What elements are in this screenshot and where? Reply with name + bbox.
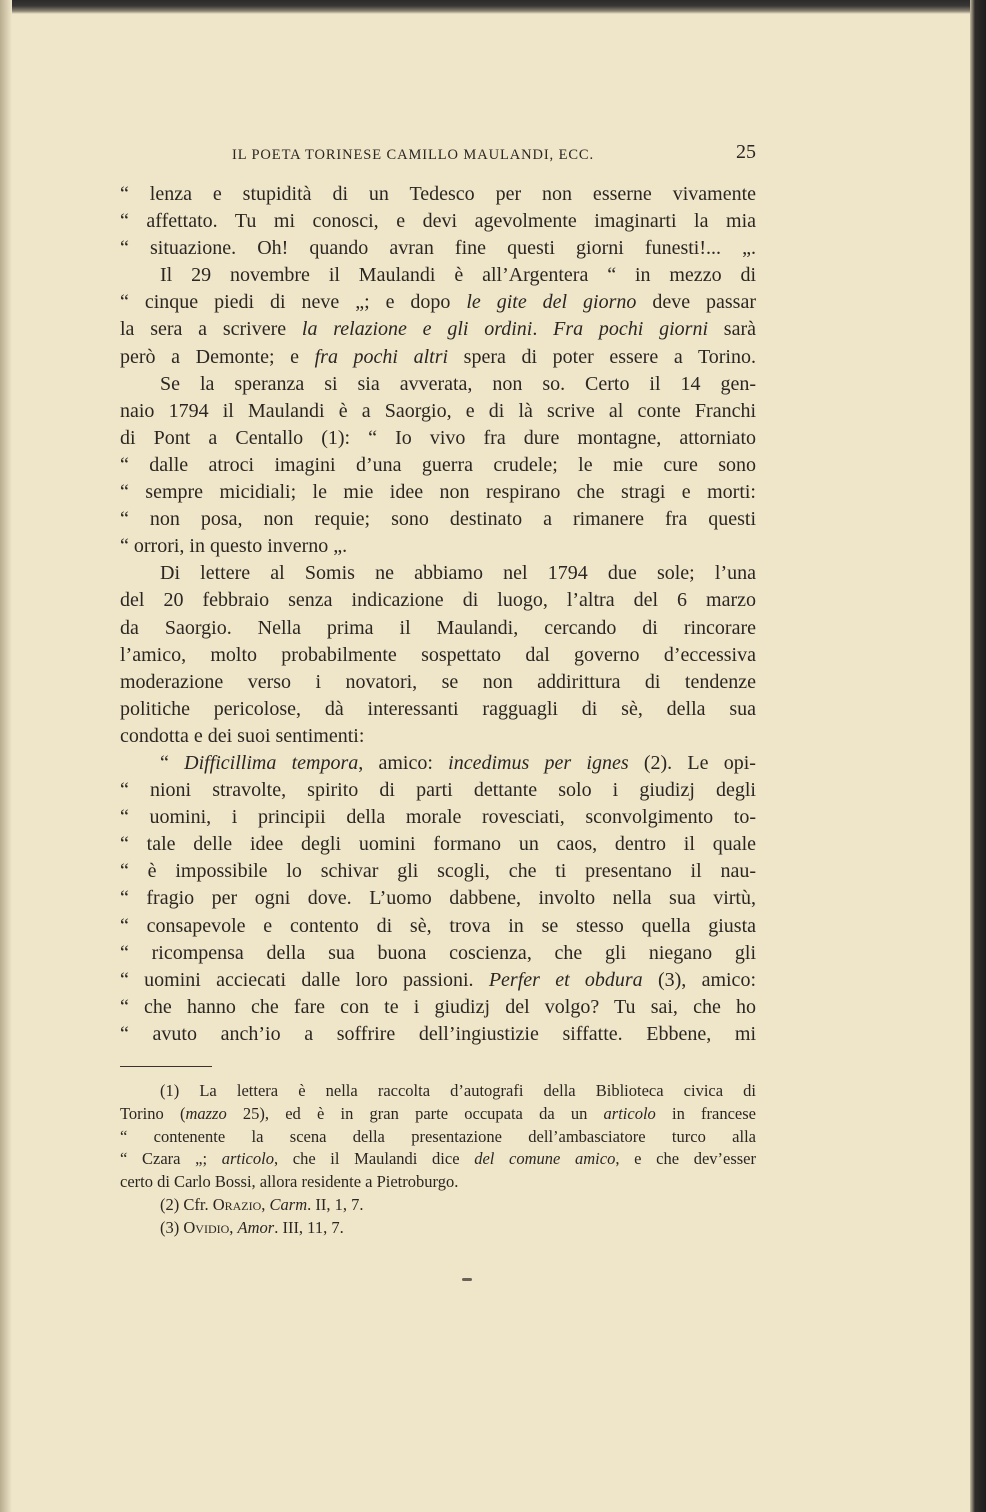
text-line: [120, 994, 756, 1021]
text-segment: Di lettere al Somis ne abbiamo nel 1794 due sole; l’una: [160, 562, 756, 585]
text-line: [120, 181, 756, 208]
text-segment: però a Demonte; e: [120, 345, 315, 368]
text-line: [120, 587, 756, 614]
text-line: [120, 371, 756, 398]
page-mark: [462, 1278, 472, 1281]
small-caps-text: Orazio: [212, 1194, 262, 1214]
text-segment: sarà: [708, 318, 756, 341]
text-line: [120, 967, 756, 994]
text-line: [120, 831, 756, 858]
text-segment: in francese: [655, 1103, 756, 1123]
text-line: [120, 669, 756, 696]
text-segment: , e che dev’esser: [615, 1149, 756, 1169]
footnotes: [120, 1080, 756, 1240]
text-line: [120, 506, 756, 533]
text-line: [120, 858, 756, 885]
text-segment: (2). Le opi-: [628, 751, 756, 774]
text-segment: , amico:: [358, 751, 449, 774]
text-line: [120, 615, 756, 642]
italic-text: del comune amico: [474, 1149, 616, 1169]
text-segment: “ affettato. Tu mi conosci, e devi agevolmente imaginarti la mia: [120, 210, 756, 233]
text-segment: “ situazione. Oh! quando avran fine questi giorni funesti!... „.: [120, 237, 756, 260]
italic-text: le gite del giorno: [466, 291, 637, 314]
text-segment: 25), ed è in gran parte occupata da un: [226, 1103, 604, 1123]
text-segment: del 20 febbraio senza indicazione di luogo, l’altra del 6 marzo: [120, 589, 756, 612]
text-segment: “ sempre micidiali; le mie idee non respirano che stragi e morti:: [120, 481, 756, 504]
text-line: [120, 398, 756, 425]
text-segment: , che il Maulandi dice: [273, 1149, 475, 1169]
italic-text: Perfer et obdura: [488, 968, 643, 991]
scan-edge-left: [0, 0, 12, 1512]
footnote-line: [120, 1148, 756, 1171]
footnote-line: [120, 1080, 756, 1103]
text-segment: “ cinque piedi di neve „; e dopo: [120, 291, 467, 314]
text-segment: . III, 11, 7.: [274, 1217, 344, 1237]
text-line: [120, 750, 756, 777]
italic-text: articolo: [603, 1103, 656, 1123]
text-segment: politiche pericolose, dà interessanti ragguagli di sè, della sua: [120, 697, 756, 720]
text-segment: .: [532, 318, 554, 341]
italic-text: mazzo: [185, 1103, 227, 1123]
text-line: [120, 940, 756, 967]
text-segment: Se la speranza si sia avverata, non so. Certo il 14 gen-: [160, 372, 756, 395]
italic-text: Amor: [237, 1217, 275, 1237]
text-line: [120, 642, 756, 669]
page-number: 25: [736, 141, 756, 163]
text-line: [120, 533, 756, 560]
text-segment: Il 29 novembre il Maulandi è all’Argentera “ in mezzo di: [160, 264, 756, 287]
footnote-line: [120, 1103, 756, 1126]
text-segment: “ ricompensa della sua buona coscienza, che gli niegano gli: [120, 941, 756, 964]
text-line: [120, 479, 756, 506]
text-segment: Torino (: [120, 1103, 186, 1123]
text-segment: (3): [160, 1217, 184, 1237]
italic-text: Fra pochi giorni: [553, 318, 709, 341]
body-text: [120, 181, 756, 1048]
text-segment: “ uomini, i principii della morale rovesciati, sconvolgimento to-: [120, 806, 756, 829]
text-segment: “ che hanno che fare con te i giudizj del volgo? Tu sai, che ho: [120, 995, 756, 1018]
text-line: [120, 262, 756, 289]
scan-edge-top: [0, 0, 986, 14]
running-title: IL POETA TORINESE CAMILLO MAULANDI, ECC.: [232, 147, 595, 163]
text-segment: da Saorgio. Nella prima il Maulandi, cercando di rincorare: [120, 616, 756, 639]
text-line: [120, 913, 756, 940]
text-line: [120, 452, 756, 479]
text-segment: “: [160, 751, 185, 774]
text-line: [120, 777, 756, 804]
text-segment: certo di Carlo Bossi, allora residente a Pietroburgo.: [120, 1172, 459, 1192]
text-segment: naio 1794 il Maulandi è a Saorgio, e di là scrive al conte Franchi: [120, 399, 756, 422]
text-segment: la sera a scrivere: [120, 318, 302, 341]
italic-text: Carm: [269, 1194, 308, 1214]
text-segment: “ è impossibile lo schivar gli scogli, che ti presentano il nau-: [120, 860, 756, 883]
italic-text: articolo: [221, 1149, 274, 1169]
text-segment: “ uomini acciecati dalle loro passioni.: [120, 968, 489, 991]
text-segment: “ tale delle idee degli uomini formano un caos, dentro il quale: [120, 833, 756, 856]
text-segment: “ avuto anch’io a soffrire dell’ingiustizie siffatte. Ebbene, mi: [120, 1022, 756, 1045]
text-segment: “ consapevole e contento di sè, trova in se stesso quella giusta: [120, 914, 756, 937]
italic-text: incedimus per ignes: [448, 751, 629, 774]
text-line: [120, 696, 756, 723]
text-line: [120, 235, 756, 262]
text-segment: “ Czara „;: [120, 1149, 222, 1169]
text-line: [120, 804, 756, 831]
text-line: [120, 885, 756, 912]
italic-text: Difficillima tempora: [184, 751, 359, 774]
text-segment: “ lenza e stupidità di un Tedesco per non esserne vivamente: [120, 183, 756, 205]
text-segment: di Pont a Centallo (1): “ Io vivo fra dure montagne, attorniato: [120, 426, 756, 449]
text-segment: “ nioni stravolte, spirito di parti dettante solo i giudizj degli: [120, 779, 756, 802]
text-segment: spera di poter essere a Torino.: [448, 345, 756, 368]
text-line: [120, 289, 756, 316]
text-segment: ,: [229, 1217, 238, 1237]
text-segment: “ fragio per ogni dove. L’uomo dabbene, involto nella sua virtù,: [120, 887, 756, 910]
footnote-line: [120, 1217, 756, 1240]
text-segment: l’amico, molto probabilmente sospettato dal governo d’eccessiva: [120, 643, 756, 666]
text-line: [120, 723, 756, 750]
small-caps-text: Ovidio: [183, 1217, 230, 1237]
text-line: [120, 1021, 756, 1048]
scan-edge-right: [970, 0, 986, 1512]
text-line: [120, 316, 756, 343]
italic-text: fra pochi altri: [314, 345, 449, 368]
text-segment: “ orrori, in questo inverno „.: [120, 535, 348, 558]
text-segment: (3), amico:: [642, 968, 756, 991]
text-segment: (2) Cfr.: [160, 1194, 213, 1214]
italic-text: la relazione e gli ordini: [301, 318, 533, 341]
text-line: [120, 560, 756, 587]
text-segment: deve passar: [636, 291, 756, 314]
page-header: [120, 143, 756, 167]
footnote-line: [120, 1126, 756, 1149]
text-line: [120, 425, 756, 452]
footnote-line: [120, 1194, 756, 1217]
text-segment: “ non posa, non requie; sono destinato a rimanere fra questi: [120, 508, 756, 531]
text-segment: condotta e dei suoi sentimenti:: [120, 724, 365, 747]
text-segment: (1) La lettera è nella raccolta d’autografi della Biblioteca civica di: [160, 1081, 756, 1100]
text-segment: “ dalle atroci imagini d’una guerra crudele; le mie cure sono: [120, 453, 756, 476]
text-segment: moderazione verso i novatori, se non addirittura di tendenze: [120, 670, 756, 693]
text-line: [120, 344, 756, 371]
text-line: [120, 208, 756, 235]
text-segment: ,: [261, 1194, 270, 1214]
footnote-line: [120, 1171, 756, 1194]
text-segment: . II, 1, 7.: [307, 1194, 364, 1214]
footnote-rule: [120, 1066, 212, 1067]
text-segment: “ contenente la scena della presentazione dell’ambasciatore turco alla: [120, 1126, 756, 1146]
